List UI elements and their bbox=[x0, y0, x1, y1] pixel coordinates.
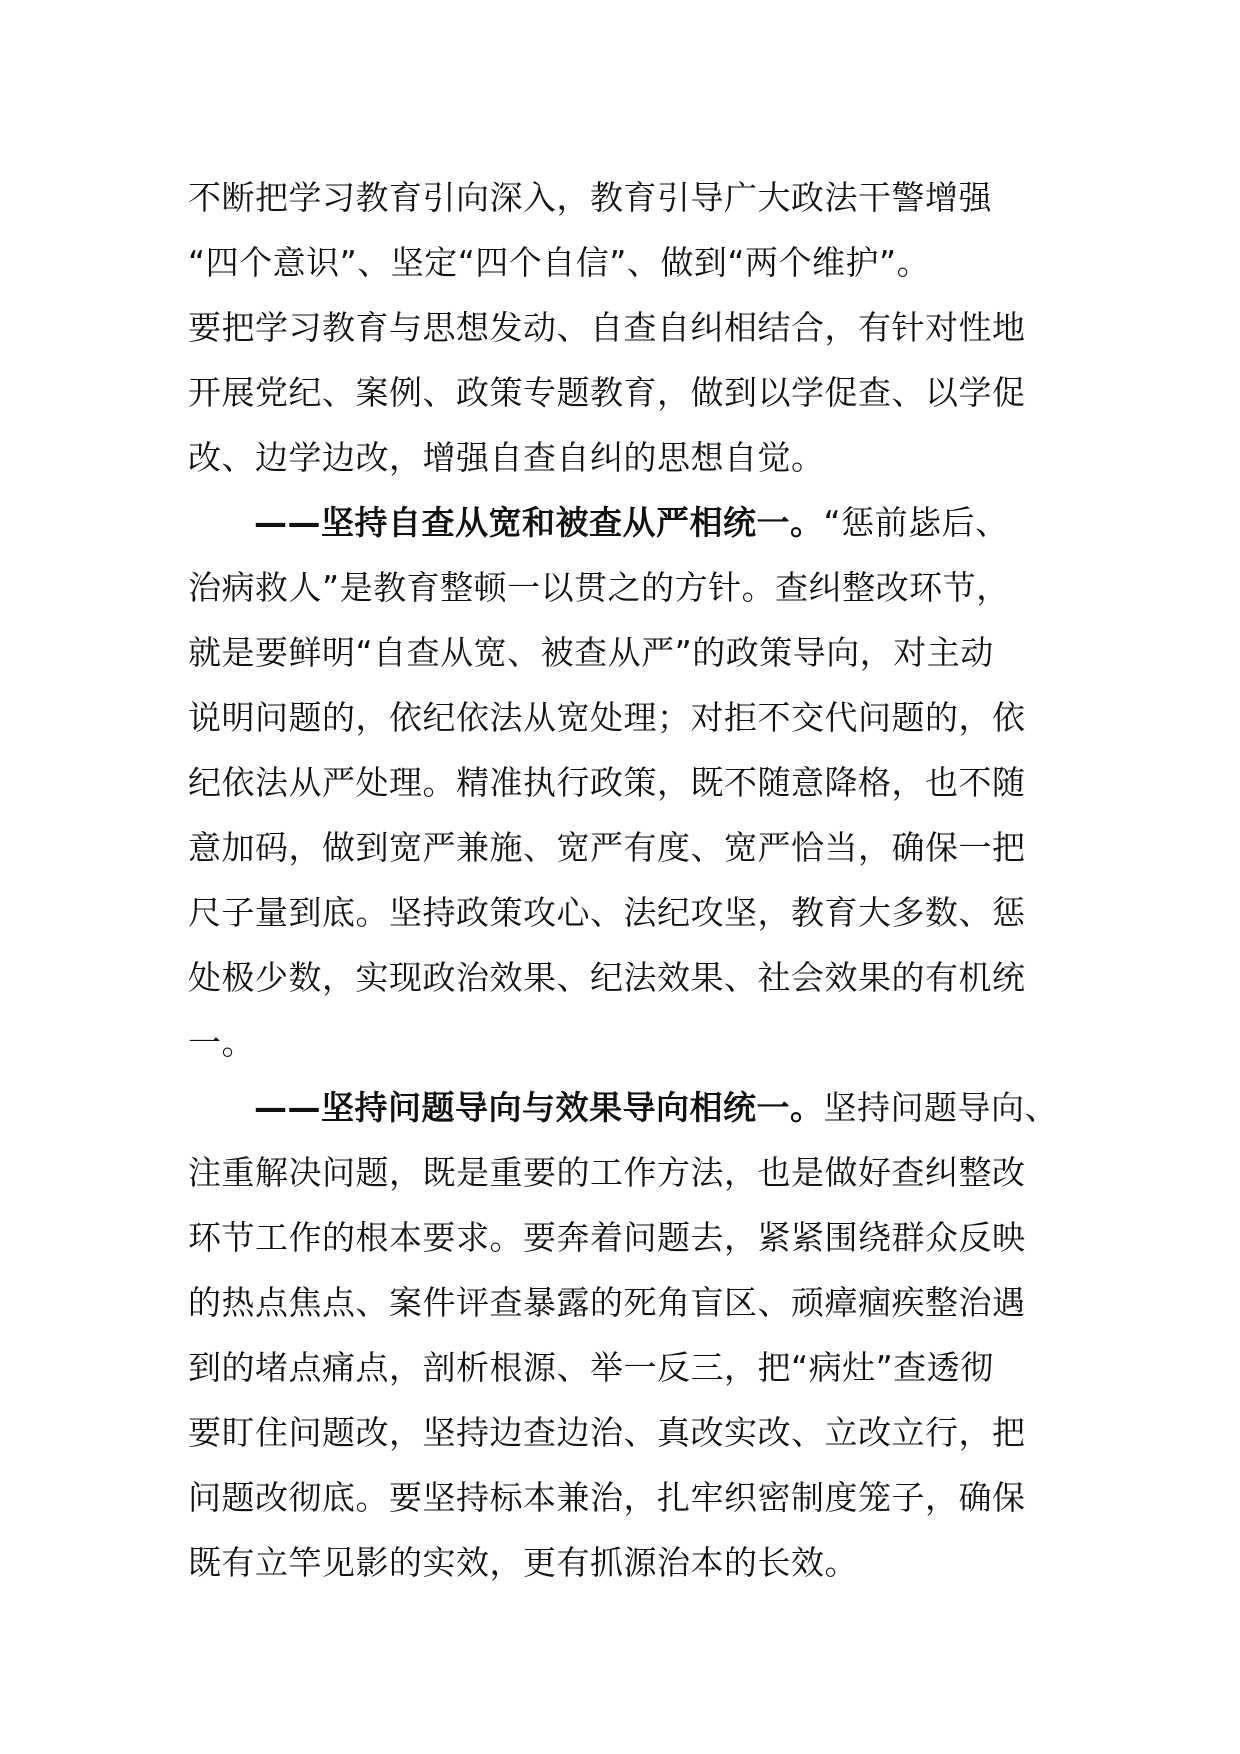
paragraph-1 bbox=[188, 165, 1058, 490]
text-line: 既有立竿见影的实效，更有抓源治本的长效。 bbox=[188, 1543, 858, 1582]
text-line: 尺子量到底。坚持政策攻心、法纪攻坚，教育大多数、惩 bbox=[188, 893, 1026, 932]
text-line: 要盯住问题改，坚持边查边治、真改实改、立改立行，把 bbox=[188, 1413, 1026, 1452]
text-line: “四个意识”、坚定“四个自信”、做到“两个维护”。 bbox=[188, 243, 931, 282]
paragraph-first-line bbox=[188, 490, 1058, 555]
text-run: “惩前毖后、 bbox=[823, 503, 1009, 542]
paragraph-3 bbox=[188, 1075, 1058, 1595]
text-line: 环节工作的根本要求。要奔着问题去，紧紧围绕群众反映 bbox=[188, 1218, 1026, 1257]
section-heading: ——坚持自查从宽和被查从严相统一。 bbox=[254, 503, 824, 542]
text-line: 就是要鲜明“自查从宽、被查从严”的政策导向，对主动 bbox=[188, 633, 994, 672]
text-line: 改、边学边改，增强自查自纠的思想自觉。 bbox=[188, 438, 825, 477]
text-line: 一。 bbox=[188, 1023, 255, 1062]
text-line: 处极少数，实现政治效果、纪法效果、社会效果的有机统 bbox=[188, 958, 1026, 997]
text-run: 坚持问题导向、 bbox=[823, 1088, 1058, 1127]
text-line: 的热点焦点、案件评查暴露的死角盲区、顽瘴痼疾整治遇 bbox=[188, 1283, 1026, 1322]
text-line: 纪依法从严处理。精准执行政策，既不随意降格，也不随 bbox=[188, 763, 1026, 802]
paragraph-first-line bbox=[188, 1075, 1058, 1140]
document-page bbox=[188, 165, 1058, 1595]
text-line: 开展党纪、案例、政策专题教育，做到以学促查、以学促 bbox=[188, 373, 1026, 412]
text-line: 治病救人”是教育整顿一以贯之的方针。查纠整改环节， bbox=[188, 568, 1010, 607]
text-line: 到的堵点痛点，剖析根源、举一反三，把“病灶”查透彻 bbox=[188, 1348, 994, 1387]
paragraph-2 bbox=[188, 490, 1058, 1075]
text-line: 要把学习教育与思想发动、自查自纠相结合，有针对性地 bbox=[188, 308, 1026, 347]
text-line: 意加码，做到宽严兼施、宽严有度、宽严恰当，确保一把 bbox=[188, 828, 1026, 867]
section-heading: ——坚持问题导向与效果导向相统一。 bbox=[254, 1088, 824, 1127]
text-line: 问题改彻底。要坚持标本兼治，扎牢织密制度笼子，确保 bbox=[188, 1478, 1026, 1517]
text-line: 不断把学习教育引向深入，教育引导广大政法干警增强 bbox=[188, 178, 992, 217]
text-line: 注重解决问题，既是重要的工作方法，也是做好查纠整改 bbox=[188, 1153, 1026, 1192]
text-line: 说明问题的，依纪依法从宽处理；对拒不交代问题的，依 bbox=[188, 698, 1026, 737]
